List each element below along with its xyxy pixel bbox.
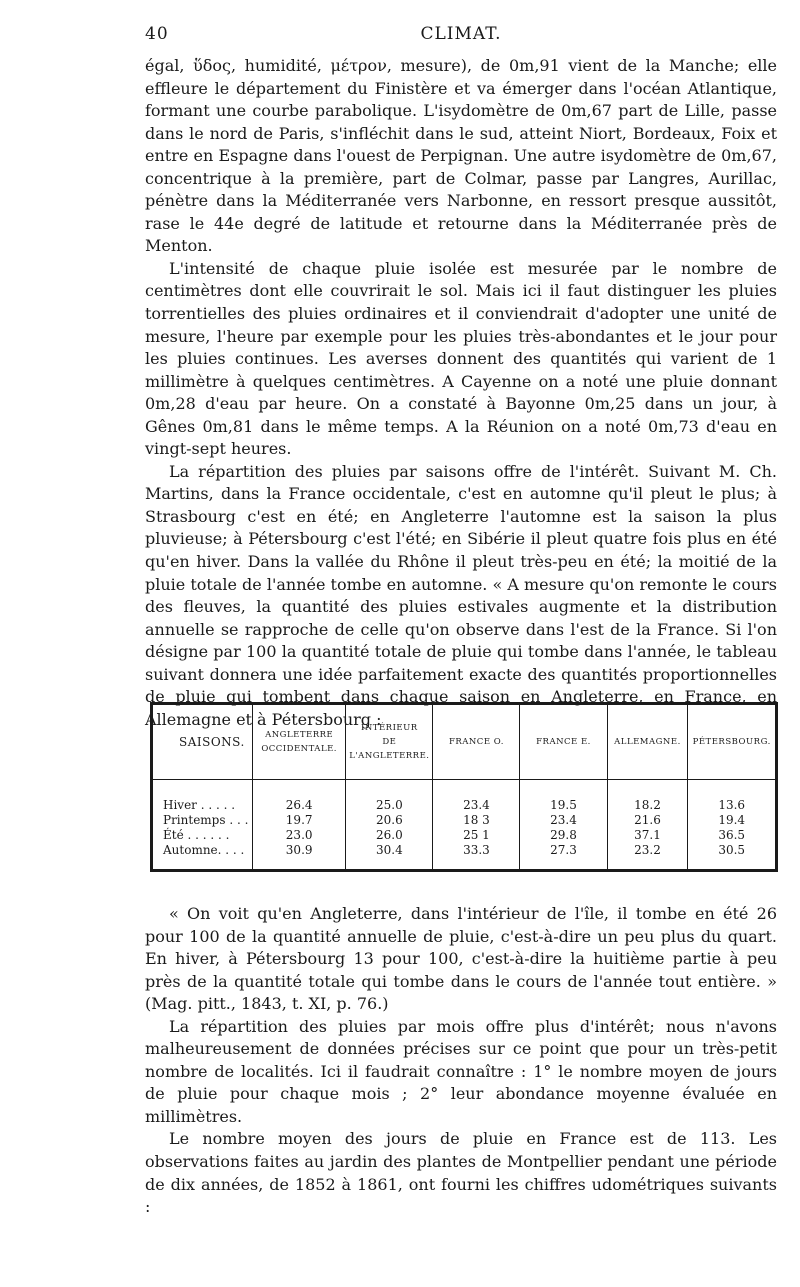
table-cell: 25.0 <box>346 780 433 814</box>
table-cell: 19.5 <box>520 780 607 814</box>
season-label: Été . . . . . . <box>153 828 253 843</box>
table-cell: 33.3 <box>433 843 520 870</box>
paragraph: La répartition des pluies par mois offre plus d'intérêt; nous n'avons malheureusement de données précises sur ce point que pour un très-petit nombre de localités. Ici il faudrait connaître : 1° le nombre moyen de jours de pluie pour chaque mois ; 2° leur abondance moyenne évaluée en millimètres. <box>145 1016 777 1126</box>
paragraph: La répartition des pluies par saisons offre de l'intérêt. Suivant M. Ch. Martins, dans la France occidentale, c'est en automne qu'il pleut le plus; à Strasbourg c'est en été; en Angleterre l'automne est la saison la plus pluvieuse; à Pétersbourg c'est l'été; en Sibérie il pleut quatre fois plus en été qu'en hiver. Dans la vallée du Rhône il pleut très-peu en été; la moitié de la pluie totale de l'année tombe en automne. « A mesure qu'on remonte le cours des fleuves, la quantité des pluies estivales augmente et la distribution annuelle se rapproche de celle qu'on observe dans l'est de la France. Si l'on désigne par 100 la quantité totale de pluie qui tombe dans l'année, le tableau suivant donnera une idée parfaitement exacte des quantités proportionnelles de pluie qui tombent dans chaque saison en Angleterre, en France, en Allemagne et à Pétersbourg : <box>145 461 777 729</box>
table-cell: 30.4 <box>346 843 433 870</box>
table-cell: 23.4 <box>520 813 607 828</box>
column-header: PÉTERSBOURG. <box>688 705 775 780</box>
paragraph: égal, ὕδος, humidité, μέτρον, mesure), de 0m,91 vient de la Manche; elle effleure le département du Finistère et va émerger dans l'océan Atlantique, formant une courbe parabolique. L'isydomètre de 0m,67 part de Lille, passe dans le nord de Paris, s'infléchit dans le sud, atteint Niort, Bordeaux, Foix et entre en Espagne dans l'ouest de Perpignan. Une autre isydomètre de 0m,67, concentrique à la première, part de Colmar, passe par Langres, Aurillac, pénètre dans la Méditerranée vers Narbonne, en ressort presque aussitôt, rase le 44e degré de latitude et retourne dans la Méditerranée près de Menton. <box>145 56 777 256</box>
table-row <box>153 828 775 843</box>
season-label: Automne. . . . <box>153 843 253 870</box>
table-cell: 26.4 <box>253 780 346 814</box>
table-cell: 21.6 <box>607 813 688 828</box>
table-cell: 19.4 <box>718 813 746 827</box>
seasonal-rainfall-table <box>150 702 778 872</box>
table-cell: 25 1 <box>433 828 520 843</box>
table-cell: 18 3 <box>433 813 520 828</box>
season-label: Hiver . . . . . <box>153 780 253 814</box>
column-header: ANGLETERRE OCCIDENTALE. <box>253 705 346 780</box>
table-cell: 37.1 <box>607 828 688 843</box>
running-title: CLIMAT. <box>420 24 502 44</box>
column-header: FRANCE E. <box>520 705 607 780</box>
table-cell: 36.5 <box>718 828 746 842</box>
table-cell: 27.3 <box>520 843 607 870</box>
text-block-bottom <box>145 903 777 1219</box>
column-header: INTÉRIEUR DE L'ANGLETERRE. <box>346 705 433 780</box>
season-label: Printemps . . . <box>153 813 253 828</box>
table-row <box>153 780 775 814</box>
table-cell: 20.6 <box>346 813 433 828</box>
table-cell: 30.5 <box>718 843 746 857</box>
column-header: SAISONS. <box>153 705 253 780</box>
table-row <box>153 813 775 828</box>
column-header: FRANCE O. <box>433 705 520 780</box>
page-header <box>145 24 777 48</box>
table-cell: 30.9 <box>253 843 346 870</box>
page-number: 40 <box>145 24 169 44</box>
table-header-row <box>153 705 775 780</box>
paragraph: Le nombre moyen des jours de pluie en France est de 113. Les observations faites au jardin des plantes de Montpellier pendant une période de dix années, de 1852 à 1861, ont fourni les chiffres udométriques suivants : <box>145 1129 777 1217</box>
table-body <box>153 780 775 871</box>
column-header: ALLEMAGNE. <box>607 705 688 780</box>
table-cell: 23.2 <box>607 843 688 870</box>
table-cell: 26.0 <box>346 828 433 843</box>
table-cell: 29.8 <box>520 828 607 843</box>
table-cell: 23.4 <box>433 780 520 814</box>
table-cell: 13.6 <box>718 798 746 812</box>
text-block-top <box>145 55 777 731</box>
paragraph: « On voit qu'en Angleterre, dans l'intérieur de l'île, il tombe en été 26 pour 100 de la quantité annuelle de pluie, c'est-à-dire un peu plus du quart. En hiver, à Pétersbourg 13 pour 100, c'est-à-dire la huitième partie à peu près de la quantité totale qui tombe dans le cours de l'année tout entière. » (Mag. pitt., 1843, t. XI, p. 76.) <box>145 904 777 1014</box>
table-row <box>153 843 775 870</box>
table-cell: 18.2 <box>607 780 688 814</box>
paragraph: L'intensité de chaque pluie isolée est mesurée par le nombre de centimètres dont elle couvrirait le sol. Mais ici il faut distinguer les pluies torrentielles des pluies ordinaires et il conviendrait d'adopter une unité de mesure, l'heure par exemple pour les pluies très-abondantes et le jour pour les pluies continues. Les averses donnent des quantités qui varient de 1 millimètre à quelques centimètres. A Cayenne on a noté une pluie donnant 0m,28 d'eau par heure. On a constaté à Bayonne 0m,25 dans un jour, à Gênes 0m,81 dans le même temps. A la Réunion on a noté 0m,73 d'eau en vingt-sept heures. <box>145 258 777 459</box>
table-cell: 19.7 <box>253 813 346 828</box>
table-cell: 23.0 <box>253 828 346 843</box>
